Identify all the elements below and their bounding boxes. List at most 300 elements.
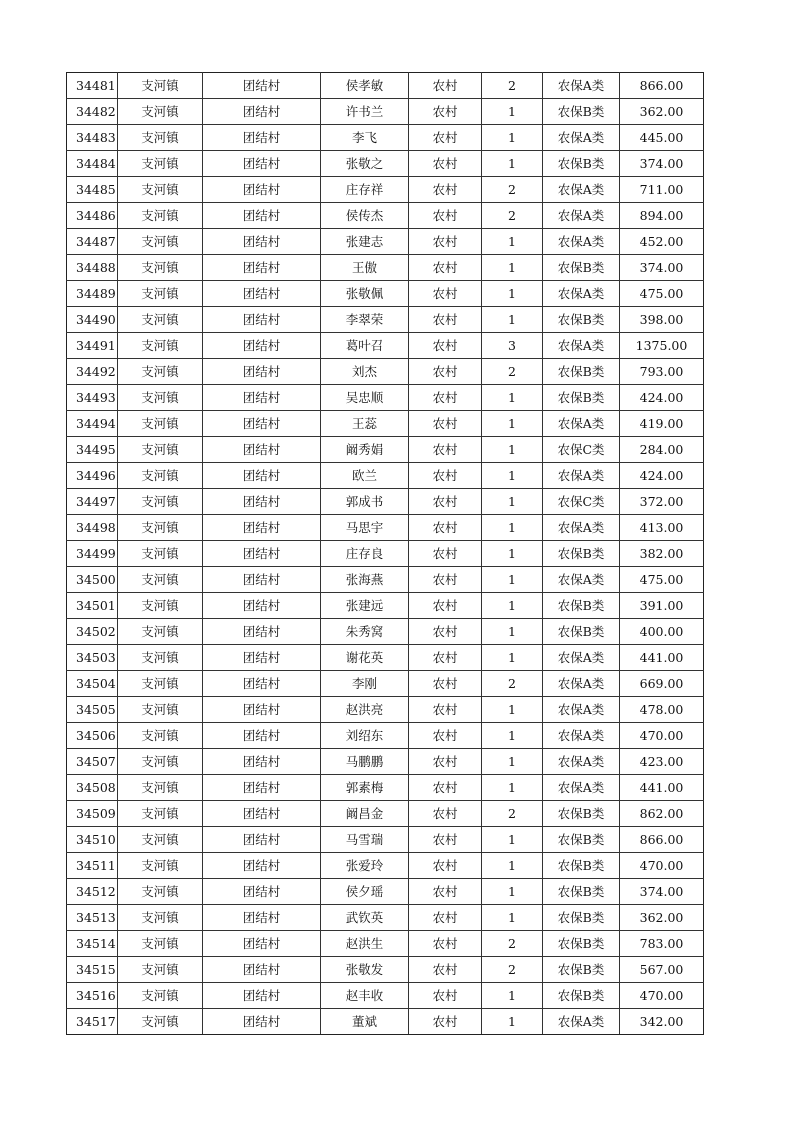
town-cell: 支河镇 [118, 723, 203, 749]
name-cell: 赵洪生 [321, 931, 409, 957]
record-id-cell: 34507 [67, 749, 118, 775]
table-row [67, 359, 704, 385]
amount-cell: 567.00 [620, 957, 704, 983]
people-count-cell: 1 [482, 905, 543, 931]
household-type-cell: 农村 [409, 203, 482, 229]
people-count-cell: 2 [482, 957, 543, 983]
household-type-cell: 农村 [409, 73, 482, 99]
household-type-cell: 农村 [409, 463, 482, 489]
name-cell: 许书兰 [321, 99, 409, 125]
record-id-cell: 34492 [67, 359, 118, 385]
record-id-cell: 34503 [67, 645, 118, 671]
household-type-cell: 农村 [409, 931, 482, 957]
village-cell: 团结村 [203, 463, 321, 489]
people-count-cell: 1 [482, 879, 543, 905]
people-count-cell: 1 [482, 749, 543, 775]
insurance-category-cell: 农保B类 [543, 99, 620, 125]
amount-cell: 372.00 [620, 489, 704, 515]
name-cell: 阚秀娟 [321, 437, 409, 463]
household-type-cell: 农村 [409, 1009, 482, 1035]
insurance-category-cell: 农保A类 [543, 333, 620, 359]
name-cell: 吴忠顺 [321, 385, 409, 411]
name-cell: 马鹏鹏 [321, 749, 409, 775]
town-cell: 支河镇 [118, 879, 203, 905]
insurance-category-cell: 农保A类 [543, 463, 620, 489]
name-cell: 刘杰 [321, 359, 409, 385]
household-type-cell: 农村 [409, 619, 482, 645]
table-row [67, 151, 704, 177]
household-type-cell: 农村 [409, 827, 482, 853]
table-row [67, 775, 704, 801]
town-cell: 支河镇 [118, 983, 203, 1009]
table-row [67, 177, 704, 203]
village-cell: 团结村 [203, 203, 321, 229]
town-cell: 支河镇 [118, 775, 203, 801]
amount-cell: 284.00 [620, 437, 704, 463]
insurance-category-cell: 农保B类 [543, 853, 620, 879]
record-id-cell: 34499 [67, 541, 118, 567]
village-cell: 团结村 [203, 593, 321, 619]
table-row [67, 801, 704, 827]
table-row [67, 567, 704, 593]
insurance-category-cell: 农保A类 [543, 723, 620, 749]
insurance-category-cell: 农保A类 [543, 515, 620, 541]
household-type-cell: 农村 [409, 307, 482, 333]
table-row [67, 281, 704, 307]
record-id-cell: 34505 [67, 697, 118, 723]
town-cell: 支河镇 [118, 931, 203, 957]
town-cell: 支河镇 [118, 307, 203, 333]
record-id-cell: 34512 [67, 879, 118, 905]
name-cell: 李刚 [321, 671, 409, 697]
amount-cell: 470.00 [620, 723, 704, 749]
table-row [67, 515, 704, 541]
table-row [67, 671, 704, 697]
household-type-cell: 农村 [409, 255, 482, 281]
record-id-cell: 34513 [67, 905, 118, 931]
record-id-cell: 34484 [67, 151, 118, 177]
household-type-cell: 农村 [409, 567, 482, 593]
record-id-cell: 34482 [67, 99, 118, 125]
village-cell: 团结村 [203, 827, 321, 853]
name-cell: 阚昌金 [321, 801, 409, 827]
table-row [67, 619, 704, 645]
household-type-cell: 农村 [409, 437, 482, 463]
name-cell: 李翠荣 [321, 307, 409, 333]
household-type-cell: 农村 [409, 723, 482, 749]
amount-cell: 894.00 [620, 203, 704, 229]
name-cell: 张敬发 [321, 957, 409, 983]
amount-cell: 793.00 [620, 359, 704, 385]
village-cell: 团结村 [203, 697, 321, 723]
people-count-cell: 1 [482, 515, 543, 541]
insurance-category-cell: 农保A类 [543, 645, 620, 671]
people-count-cell: 1 [482, 281, 543, 307]
table-row [67, 957, 704, 983]
name-cell: 葛叶召 [321, 333, 409, 359]
town-cell: 支河镇 [118, 229, 203, 255]
table-row [67, 99, 704, 125]
people-count-cell: 1 [482, 411, 543, 437]
record-id-cell: 34511 [67, 853, 118, 879]
insurance-category-cell: 农保A类 [543, 1009, 620, 1035]
town-cell: 支河镇 [118, 437, 203, 463]
town-cell: 支河镇 [118, 515, 203, 541]
record-id-cell: 34517 [67, 1009, 118, 1035]
people-count-cell: 1 [482, 853, 543, 879]
record-id-cell: 34496 [67, 463, 118, 489]
people-count-cell: 2 [482, 203, 543, 229]
household-type-cell: 农村 [409, 749, 482, 775]
village-cell: 团结村 [203, 619, 321, 645]
village-cell: 团结村 [203, 567, 321, 593]
table-row [67, 1009, 704, 1035]
people-count-cell: 2 [482, 801, 543, 827]
table-row [67, 853, 704, 879]
insurance-category-cell: 农保B类 [543, 905, 620, 931]
household-type-cell: 农村 [409, 385, 482, 411]
insurance-category-cell: 农保B类 [543, 593, 620, 619]
name-cell: 朱秀窝 [321, 619, 409, 645]
town-cell: 支河镇 [118, 1009, 203, 1035]
household-type-cell: 农村 [409, 541, 482, 567]
village-cell: 团结村 [203, 775, 321, 801]
village-cell: 团结村 [203, 411, 321, 437]
town-cell: 支河镇 [118, 73, 203, 99]
insurance-category-cell: 农保B类 [543, 879, 620, 905]
village-cell: 团结村 [203, 749, 321, 775]
amount-cell: 419.00 [620, 411, 704, 437]
people-count-cell: 1 [482, 489, 543, 515]
table-row [67, 333, 704, 359]
people-count-cell: 2 [482, 73, 543, 99]
village-cell: 团结村 [203, 723, 321, 749]
amount-cell: 400.00 [620, 619, 704, 645]
amount-cell: 362.00 [620, 905, 704, 931]
amount-cell: 342.00 [620, 1009, 704, 1035]
insurance-category-cell: 农保A类 [543, 203, 620, 229]
table-row [67, 645, 704, 671]
insurance-category-cell: 农保A类 [543, 775, 620, 801]
amount-cell: 783.00 [620, 931, 704, 957]
village-cell: 团结村 [203, 957, 321, 983]
insurance-category-cell: 农保A类 [543, 229, 620, 255]
name-cell: 张敬之 [321, 151, 409, 177]
people-count-cell: 1 [482, 567, 543, 593]
people-count-cell: 1 [482, 463, 543, 489]
insurance-category-cell: 农保B类 [543, 801, 620, 827]
insurance-category-cell: 农保A类 [543, 567, 620, 593]
table-row [67, 983, 704, 1009]
record-id-cell: 34491 [67, 333, 118, 359]
people-count-cell: 1 [482, 697, 543, 723]
insurance-category-cell: 农保B类 [543, 541, 620, 567]
amount-cell: 470.00 [620, 853, 704, 879]
table-row [67, 463, 704, 489]
insurance-category-cell: 农保C类 [543, 489, 620, 515]
insurance-category-cell: 农保B类 [543, 983, 620, 1009]
record-id-cell: 34493 [67, 385, 118, 411]
household-type-cell: 农村 [409, 229, 482, 255]
table-row [67, 255, 704, 281]
village-cell: 团结村 [203, 801, 321, 827]
people-count-cell: 1 [482, 437, 543, 463]
record-id-cell: 34509 [67, 801, 118, 827]
town-cell: 支河镇 [118, 411, 203, 437]
village-cell: 团结村 [203, 1009, 321, 1035]
household-type-cell: 农村 [409, 151, 482, 177]
village-cell: 团结村 [203, 307, 321, 333]
village-cell: 团结村 [203, 281, 321, 307]
village-cell: 团结村 [203, 177, 321, 203]
table-row [67, 411, 704, 437]
name-cell: 张敬佩 [321, 281, 409, 307]
household-type-cell: 农村 [409, 775, 482, 801]
village-cell: 团结村 [203, 905, 321, 931]
amount-cell: 862.00 [620, 801, 704, 827]
household-type-cell: 农村 [409, 905, 482, 931]
name-cell: 王傲 [321, 255, 409, 281]
village-cell: 团结村 [203, 151, 321, 177]
village-cell: 团结村 [203, 125, 321, 151]
name-cell: 庄存良 [321, 541, 409, 567]
village-cell: 团结村 [203, 255, 321, 281]
record-id-cell: 34488 [67, 255, 118, 281]
table-row [67, 541, 704, 567]
town-cell: 支河镇 [118, 177, 203, 203]
town-cell: 支河镇 [118, 333, 203, 359]
village-cell: 团结村 [203, 515, 321, 541]
name-cell: 董斌 [321, 1009, 409, 1035]
insurance-category-cell: 农保B类 [543, 957, 620, 983]
amount-cell: 382.00 [620, 541, 704, 567]
amount-cell: 1375.00 [620, 333, 704, 359]
table-row [67, 827, 704, 853]
table-row [67, 879, 704, 905]
household-type-cell: 农村 [409, 125, 482, 151]
town-cell: 支河镇 [118, 853, 203, 879]
table-row [67, 203, 704, 229]
amount-cell: 413.00 [620, 515, 704, 541]
household-type-cell: 农村 [409, 177, 482, 203]
insurance-category-cell: 农保A类 [543, 749, 620, 775]
record-id-cell: 34483 [67, 125, 118, 151]
town-cell: 支河镇 [118, 749, 203, 775]
people-count-cell: 1 [482, 125, 543, 151]
town-cell: 支河镇 [118, 619, 203, 645]
village-cell: 团结村 [203, 671, 321, 697]
town-cell: 支河镇 [118, 541, 203, 567]
people-count-cell: 2 [482, 177, 543, 203]
people-count-cell: 1 [482, 99, 543, 125]
name-cell: 武钦英 [321, 905, 409, 931]
amount-cell: 441.00 [620, 645, 704, 671]
amount-cell: 711.00 [620, 177, 704, 203]
record-id-cell: 34515 [67, 957, 118, 983]
insurance-category-cell: 农保A类 [543, 177, 620, 203]
record-id-cell: 34485 [67, 177, 118, 203]
name-cell: 侯夕瑶 [321, 879, 409, 905]
insurance-category-cell: 农保B类 [543, 255, 620, 281]
record-id-cell: 34495 [67, 437, 118, 463]
people-count-cell: 1 [482, 385, 543, 411]
table-row [67, 697, 704, 723]
household-type-cell: 农村 [409, 99, 482, 125]
people-count-cell: 3 [482, 333, 543, 359]
town-cell: 支河镇 [118, 151, 203, 177]
name-cell: 庄存祥 [321, 177, 409, 203]
record-id-cell: 34516 [67, 983, 118, 1009]
household-type-cell: 农村 [409, 697, 482, 723]
town-cell: 支河镇 [118, 203, 203, 229]
name-cell: 张建远 [321, 593, 409, 619]
amount-cell: 470.00 [620, 983, 704, 1009]
amount-cell: 424.00 [620, 385, 704, 411]
name-cell: 赵洪亮 [321, 697, 409, 723]
household-type-cell: 农村 [409, 515, 482, 541]
people-count-cell: 1 [482, 541, 543, 567]
name-cell: 张海燕 [321, 567, 409, 593]
people-count-cell: 1 [482, 255, 543, 281]
people-count-cell: 2 [482, 359, 543, 385]
name-cell: 刘绍东 [321, 723, 409, 749]
amount-cell: 452.00 [620, 229, 704, 255]
records-table-body [67, 73, 704, 1035]
records-table [66, 72, 704, 1035]
people-count-cell: 1 [482, 593, 543, 619]
insurance-category-cell: 农保A类 [543, 411, 620, 437]
town-cell: 支河镇 [118, 125, 203, 151]
amount-cell: 374.00 [620, 255, 704, 281]
household-type-cell: 农村 [409, 957, 482, 983]
people-count-cell: 1 [482, 775, 543, 801]
town-cell: 支河镇 [118, 489, 203, 515]
record-id-cell: 34497 [67, 489, 118, 515]
household-type-cell: 农村 [409, 359, 482, 385]
town-cell: 支河镇 [118, 827, 203, 853]
name-cell: 马思宇 [321, 515, 409, 541]
people-count-cell: 1 [482, 983, 543, 1009]
name-cell: 赵丰收 [321, 983, 409, 1009]
insurance-category-cell: 农保B类 [543, 827, 620, 853]
village-cell: 团结村 [203, 359, 321, 385]
table-row [67, 229, 704, 255]
people-count-cell: 1 [482, 307, 543, 333]
people-count-cell: 1 [482, 827, 543, 853]
people-count-cell: 1 [482, 229, 543, 255]
name-cell: 马雪瑞 [321, 827, 409, 853]
insurance-category-cell: 农保B类 [543, 931, 620, 957]
amount-cell: 424.00 [620, 463, 704, 489]
town-cell: 支河镇 [118, 99, 203, 125]
record-id-cell: 34490 [67, 307, 118, 333]
household-type-cell: 农村 [409, 671, 482, 697]
village-cell: 团结村 [203, 333, 321, 359]
table-row [67, 125, 704, 151]
amount-cell: 391.00 [620, 593, 704, 619]
people-count-cell: 1 [482, 619, 543, 645]
amount-cell: 478.00 [620, 697, 704, 723]
name-cell: 李飞 [321, 125, 409, 151]
amount-cell: 441.00 [620, 775, 704, 801]
people-count-cell: 2 [482, 931, 543, 957]
amount-cell: 398.00 [620, 307, 704, 333]
insurance-category-cell: 农保B类 [543, 151, 620, 177]
table-row [67, 931, 704, 957]
town-cell: 支河镇 [118, 801, 203, 827]
village-cell: 团结村 [203, 229, 321, 255]
amount-cell: 423.00 [620, 749, 704, 775]
household-type-cell: 农村 [409, 853, 482, 879]
record-id-cell: 34508 [67, 775, 118, 801]
amount-cell: 362.00 [620, 99, 704, 125]
insurance-category-cell: 农保A类 [543, 73, 620, 99]
record-id-cell: 34504 [67, 671, 118, 697]
household-type-cell: 农村 [409, 879, 482, 905]
amount-cell: 669.00 [620, 671, 704, 697]
record-id-cell: 34500 [67, 567, 118, 593]
household-type-cell: 农村 [409, 411, 482, 437]
insurance-category-cell: 农保A类 [543, 697, 620, 723]
household-type-cell: 农村 [409, 489, 482, 515]
amount-cell: 866.00 [620, 827, 704, 853]
town-cell: 支河镇 [118, 359, 203, 385]
insurance-category-cell: 农保C类 [543, 437, 620, 463]
table-row [67, 749, 704, 775]
household-type-cell: 农村 [409, 983, 482, 1009]
insurance-category-cell: 农保B类 [543, 619, 620, 645]
record-id-cell: 34514 [67, 931, 118, 957]
household-type-cell: 农村 [409, 281, 482, 307]
record-id-cell: 34510 [67, 827, 118, 853]
people-count-cell: 1 [482, 1009, 543, 1035]
village-cell: 团结村 [203, 853, 321, 879]
town-cell: 支河镇 [118, 463, 203, 489]
town-cell: 支河镇 [118, 385, 203, 411]
village-cell: 团结村 [203, 437, 321, 463]
record-id-cell: 34487 [67, 229, 118, 255]
village-cell: 团结村 [203, 541, 321, 567]
household-type-cell: 农村 [409, 801, 482, 827]
town-cell: 支河镇 [118, 567, 203, 593]
record-id-cell: 34498 [67, 515, 118, 541]
record-id-cell: 34489 [67, 281, 118, 307]
record-id-cell: 34502 [67, 619, 118, 645]
amount-cell: 866.00 [620, 73, 704, 99]
village-cell: 团结村 [203, 931, 321, 957]
town-cell: 支河镇 [118, 957, 203, 983]
name-cell: 侯孝敏 [321, 73, 409, 99]
town-cell: 支河镇 [118, 905, 203, 931]
name-cell: 张爱玲 [321, 853, 409, 879]
town-cell: 支河镇 [118, 645, 203, 671]
table-row [67, 437, 704, 463]
household-type-cell: 农村 [409, 593, 482, 619]
insurance-category-cell: 农保A类 [543, 671, 620, 697]
record-id-cell: 34486 [67, 203, 118, 229]
record-id-cell: 34481 [67, 73, 118, 99]
people-count-cell: 2 [482, 671, 543, 697]
amount-cell: 374.00 [620, 151, 704, 177]
amount-cell: 475.00 [620, 567, 704, 593]
village-cell: 团结村 [203, 645, 321, 671]
household-type-cell: 农村 [409, 645, 482, 671]
insurance-category-cell: 农保A类 [543, 125, 620, 151]
name-cell: 侯传杰 [321, 203, 409, 229]
name-cell: 谢花英 [321, 645, 409, 671]
name-cell: 王蕊 [321, 411, 409, 437]
amount-cell: 445.00 [620, 125, 704, 151]
